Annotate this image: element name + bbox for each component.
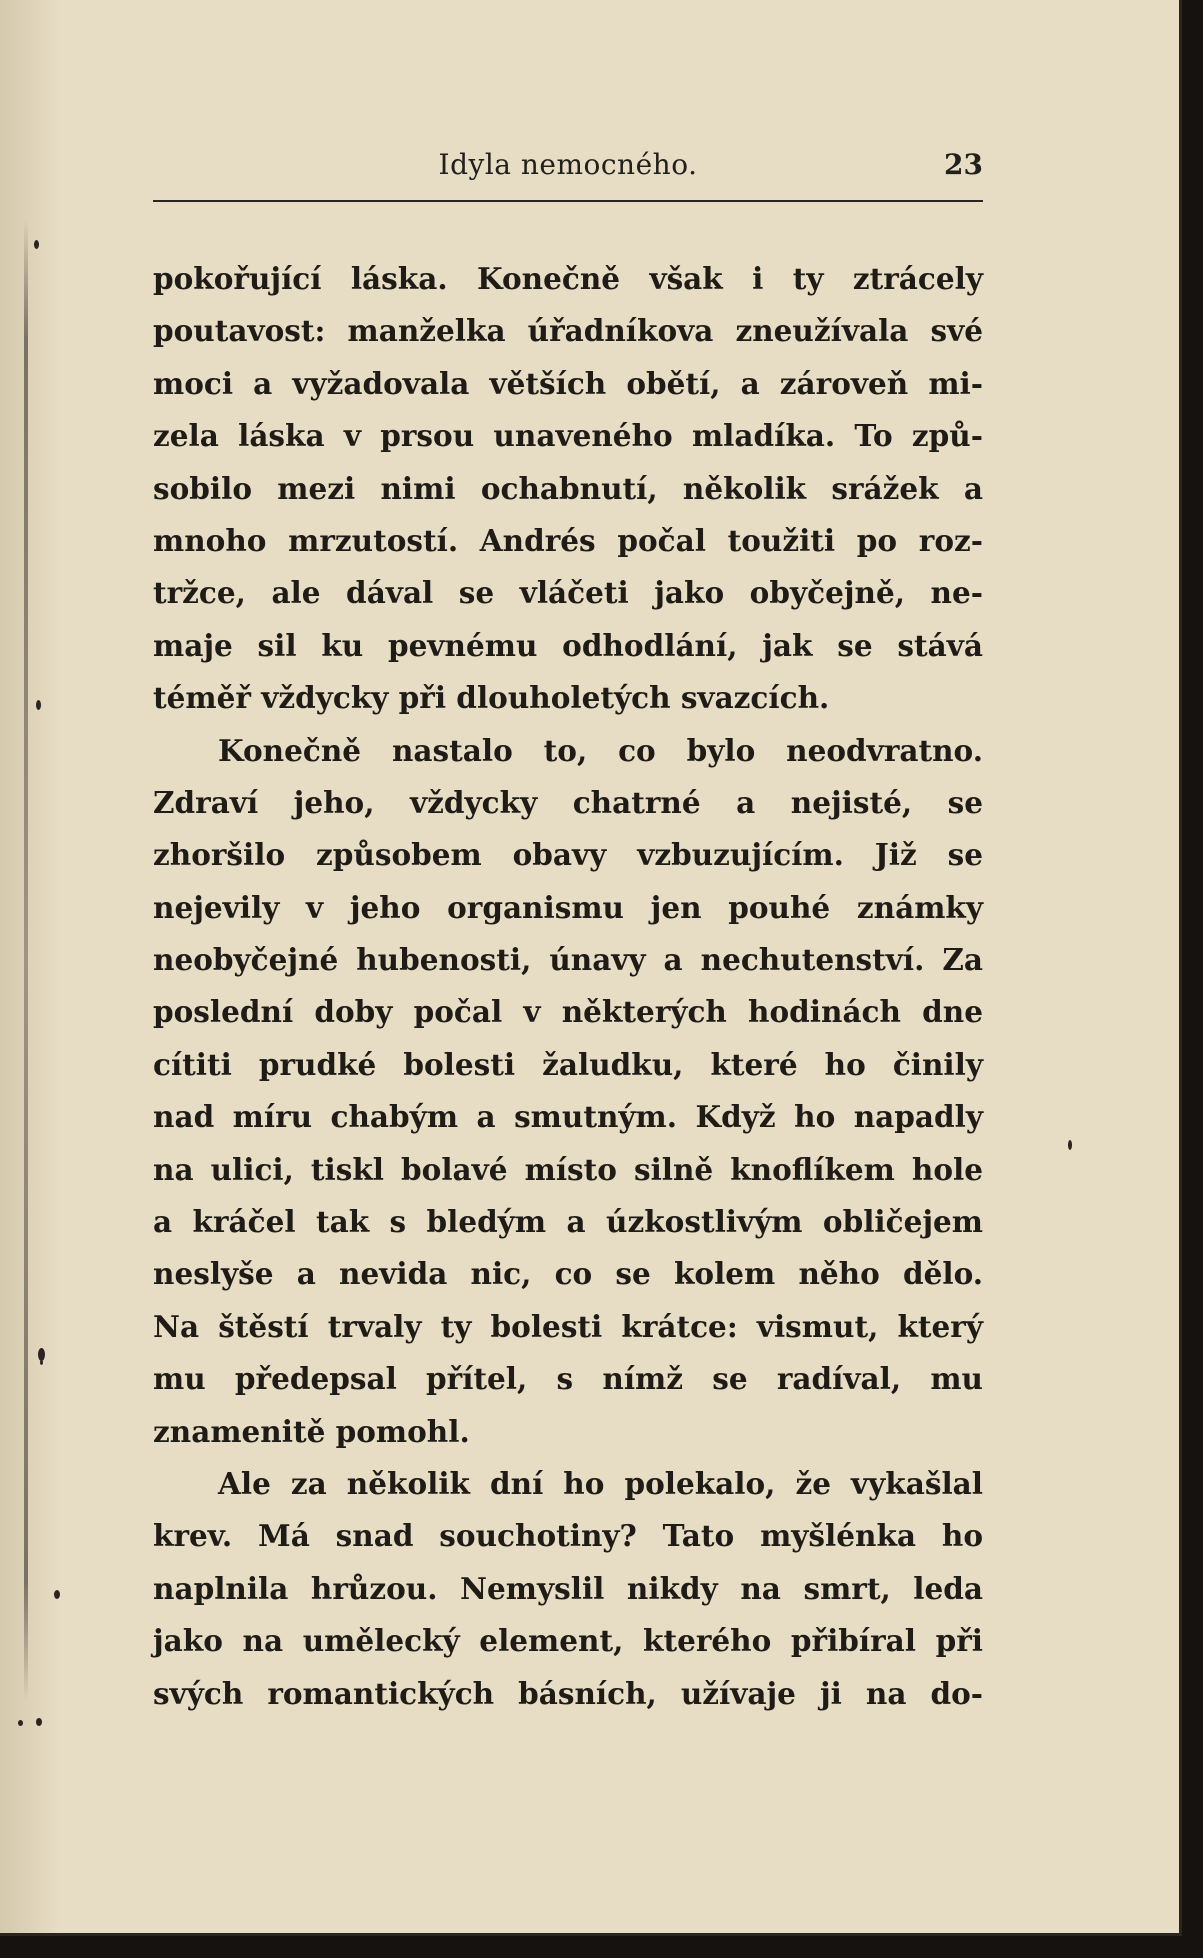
text-line: svých romantických básních, užívaje ji na do- [153, 1675, 983, 1711]
text-line: na ulici, tiskl bolavé místo silně knoflíkem hole [153, 1151, 983, 1187]
text-line: neobyčejné hubenosti, únavy a nechutenství. Za [153, 942, 983, 978]
ink-speck [40, 1360, 43, 1365]
text-line: Zdraví jeho, vždycky chatrné a nejisté, se [153, 784, 983, 820]
page-number: 23 [944, 148, 983, 181]
ink-speck [1068, 1140, 1072, 1150]
text-line: nejevily v jeho organismu jen pouhé známky [153, 889, 983, 925]
text-line: znamenitě pomohl. [153, 1413, 470, 1449]
text-line: tržce, ale dával se vláčeti jako obyčejně, ne- [153, 575, 983, 611]
text-line: zela láska v prsou unaveného mladíka. To způ- [153, 418, 983, 454]
binding-shadow [0, 0, 60, 1933]
text-line: poutavost: manželka úřadníkova zneužívala své [153, 313, 983, 349]
ink-speck [36, 1718, 42, 1726]
text-line: téměř vždycky při dlouholetých svazcích. [153, 680, 830, 716]
ink-speck [54, 1590, 60, 1599]
text-line: Konečně nastalo to, co bylo neodvratno. [218, 732, 983, 768]
text-line: naplnila hrůzou. Nemyslil nikdy na smrt, leda [153, 1570, 983, 1606]
text-line: zhoršilo způsobem obavy vzbuzujícím. Již se [153, 837, 983, 873]
binding-edge [24, 220, 28, 1700]
text-line: pokořující láska. Konečně však i ty ztrácely [153, 261, 983, 296]
ink-speck [18, 1720, 23, 1726]
running-title: Idyla nemocného. [438, 148, 698, 181]
text-line: a kráčel tak s bledým a úzkostlivým obličejem [153, 1204, 983, 1240]
text-line: mu předepsal přítel, s nímž se radíval, mu [153, 1361, 983, 1397]
text-line: sobilo mezi nimi ochabnutí, několik srážek a [153, 470, 983, 506]
text-line: nad míru chabým a smutným. Když ho napadly [153, 1099, 983, 1135]
text-line: krev. Má snad souchotiny? Tato myšlénka ho [153, 1518, 983, 1554]
ink-speck [34, 240, 39, 249]
body-text [153, 253, 983, 1720]
text-line: mnoho mrzutostí. Andrés počal toužiti po roz- [153, 522, 983, 558]
text-line: jako na umělecký element, kterého přibíral při [153, 1623, 983, 1659]
text-line: poslední doby počal v některých hodinách dne [153, 994, 983, 1030]
ink-speck [36, 700, 41, 710]
text-line: cítiti prudké bolesti žaludku, které ho činily [153, 1046, 983, 1082]
page-header [153, 140, 983, 202]
text-line: Na štěstí trvaly ty bolesti krátce: vismut, který [153, 1308, 983, 1344]
text-line: moci a vyžadovala větších obětí, a zároveň mi- [153, 365, 983, 401]
text-line: Ale za několik dní ho polekalo, že vykašlal [218, 1465, 983, 1501]
text-line: maje sil ku pevnému odhodlání, jak se stává [153, 627, 983, 663]
text-line: neslyše a nevida nic, co se kolem něho dělo. [153, 1256, 983, 1292]
